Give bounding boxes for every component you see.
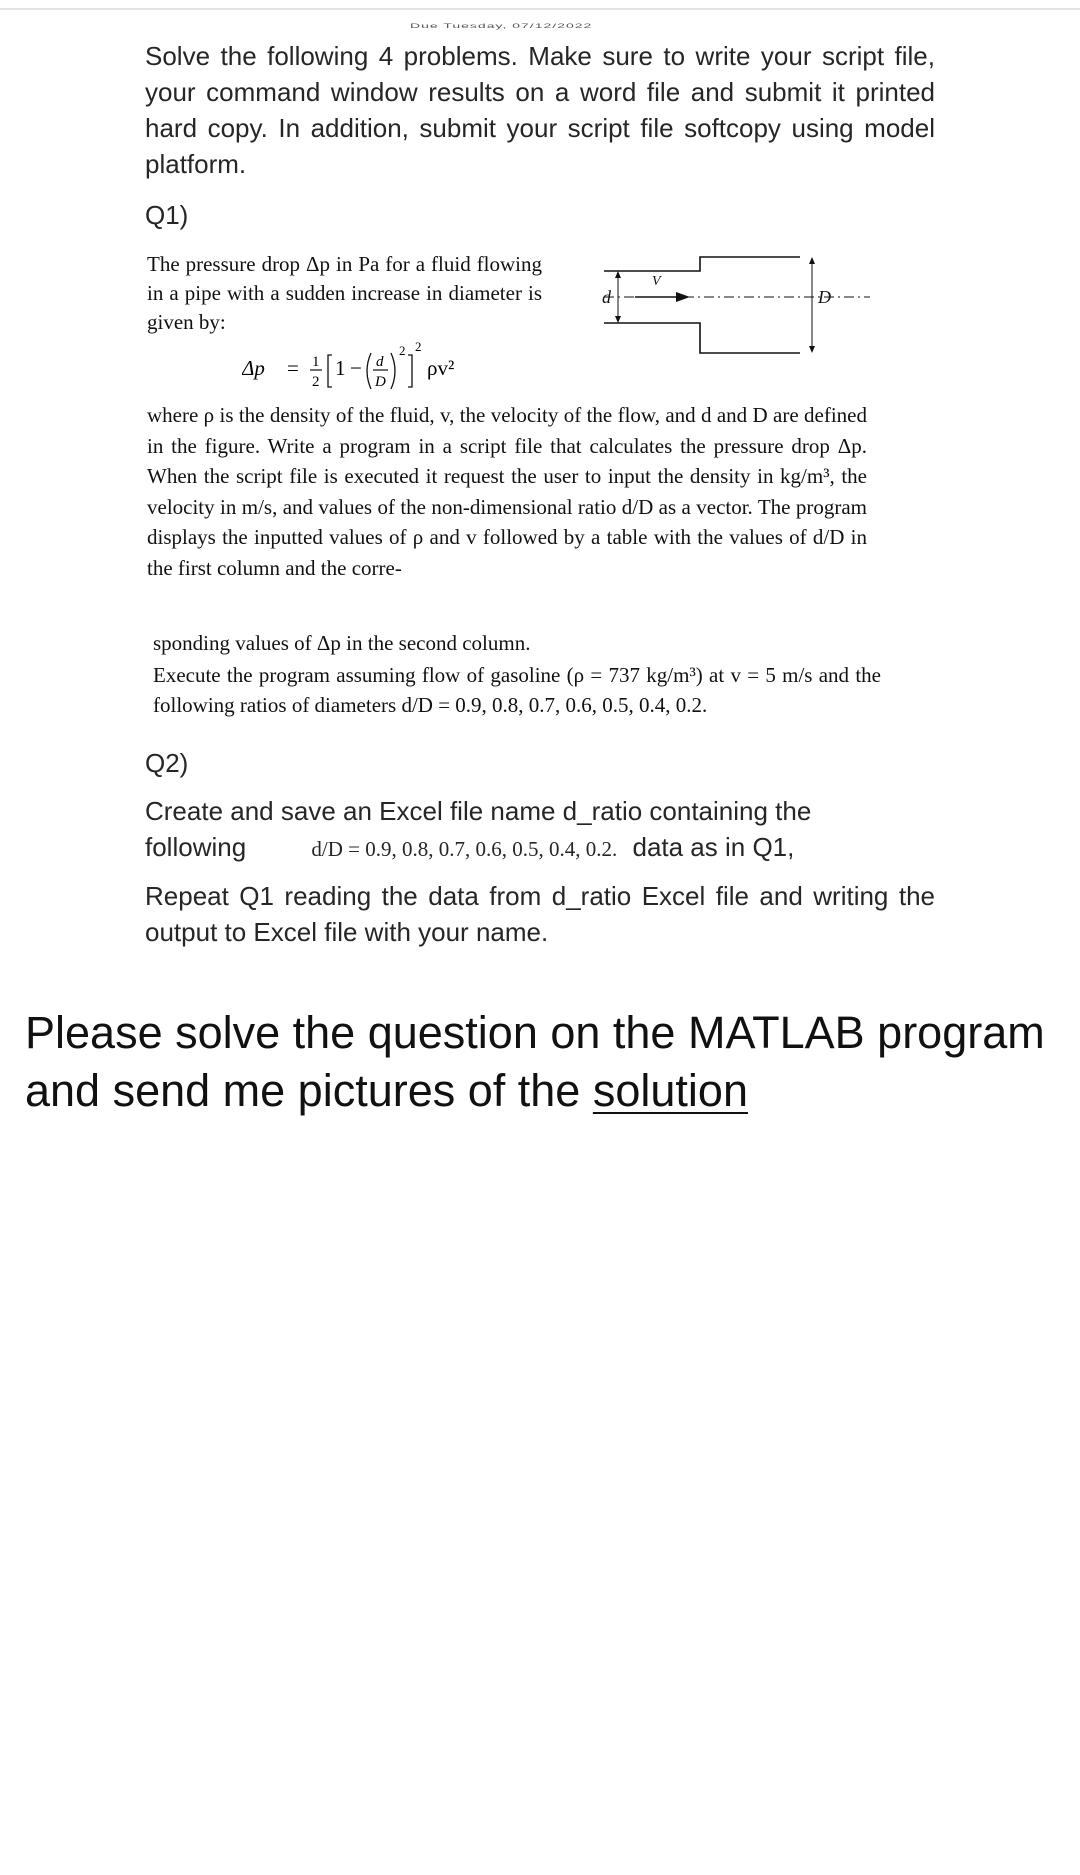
q1-continuation-2: Execute the program assuming flow of gasoline (ρ = 737 kg/m³) at v = 5 m/s and the following ratios of diameters d/D = 0.9, 0.8, 0.7, 0.6, 0.5, 0.4, 0.2. bbox=[153, 663, 881, 717]
student-request bbox=[25, 1004, 1065, 1120]
q2-line2 bbox=[145, 829, 935, 867]
formula-one: 1 bbox=[335, 356, 346, 380]
student-request-main: Please solve the question on the MATLAB program and send me pictures of the bbox=[25, 1007, 1045, 1116]
small-d-label: d bbox=[602, 287, 611, 307]
velocity-label: V bbox=[652, 274, 661, 289]
formula-half-num: 1 bbox=[312, 354, 320, 370]
cutoff-header-text: Due Tuesday, 07/12/2022 bbox=[410, 22, 593, 30]
formula-ratio-num: d bbox=[376, 354, 384, 370]
formula-left-bracket bbox=[328, 355, 332, 387]
q2-heading: Q2) bbox=[145, 748, 189, 778]
q1-continuation-1: sponding values of Δp in the second column. bbox=[153, 631, 531, 655]
q2-line2-end: data as in Q1, bbox=[632, 832, 795, 862]
intro-paragraph: Solve the following 4 problems. Make sure to write your script file, your command window results on a word file and submit it printed hard copy. In addition, submit your script file softcopy using model platform. bbox=[145, 41, 935, 179]
q2-line1: Create and save an Excel file name d_ratio containing the bbox=[145, 796, 812, 826]
q2-line2-start: following bbox=[145, 832, 247, 862]
pressure-drop-formula bbox=[242, 335, 502, 395]
q1-heading: Q1) bbox=[145, 200, 189, 230]
pipe-top-wall bbox=[604, 257, 800, 271]
top-divider bbox=[0, 8, 1080, 10]
formula-exp-outer: 2 bbox=[415, 339, 422, 354]
formula-left-paren bbox=[367, 353, 371, 389]
student-request-underlined: solution bbox=[592, 1065, 748, 1116]
q1-description: where ρ is the density of the fluid, v, the velocity of the flow, and d and D are defined in the figure. Write a program in a script file that calculates the pressure drop Δp. When the script file is executed it request the user to input the density in kg/m³, the velocity in m/s, and values of the non-dimensional ratio d/D as a vector. The program displays the inputted values of ρ and v followed by a table with the values of d/D in the first column and the corre- bbox=[147, 403, 867, 580]
formula-equals: = bbox=[287, 356, 299, 380]
formula-right-bracket bbox=[408, 355, 412, 387]
pipe-bottom-wall bbox=[604, 323, 800, 353]
formula-ratio-den: D bbox=[375, 374, 386, 390]
formula-right-paren bbox=[391, 353, 395, 389]
formula-minus: − bbox=[350, 356, 362, 380]
formula-exp-inner: 2 bbox=[399, 343, 406, 358]
pipe-expansion-diagram bbox=[580, 245, 880, 375]
formula-half-den: 2 bbox=[312, 374, 320, 390]
q2-line2-math: d/D = 0.9, 0.8, 0.7, 0.6, 0.5, 0.4, 0.2. bbox=[311, 837, 618, 861]
big-d-label: D bbox=[818, 287, 831, 307]
formula-tail: ρv² bbox=[427, 356, 455, 380]
q2-repeat: Repeat Q1 reading the data from d_ratio Excel file and writing the output to Excel file with your name. bbox=[145, 881, 935, 947]
q1-problem-lead: The pressure drop Δp in Pa for a fluid flowing in a pipe with a sudden increase in diameter is given by: bbox=[147, 252, 542, 334]
velocity-arrowhead bbox=[676, 292, 690, 302]
formula-lhs: Δp bbox=[242, 356, 265, 380]
